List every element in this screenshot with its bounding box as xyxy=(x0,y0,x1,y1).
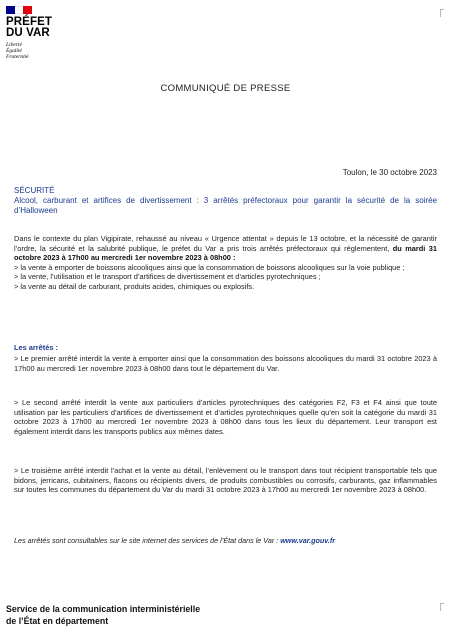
flag-red-stripe xyxy=(23,6,32,14)
headline: Alcool, carburant et artifices de divertissement : 3 arrêtés préfectoraux pour garantir la sécurité de la soirée d’Halloween xyxy=(14,196,437,215)
intro-text xyxy=(14,234,437,263)
intro-bullet-pyrotechnics: > la vente, l’utilisation et le transport d’artifices de divertissement et d’articles pyrotechniques ; xyxy=(14,272,321,282)
logo-title-line2: DU VAR xyxy=(6,27,50,39)
flag-white-stripe xyxy=(15,6,24,14)
footer-line-1: Service de la communication interministérielle xyxy=(6,604,201,614)
footer-service xyxy=(6,604,200,627)
intro-bullet-fuel: > la vente au détail de carburant, produits acides, chimiques ou explosifs. xyxy=(14,281,255,291)
motto-liberte: Liberté xyxy=(6,42,22,48)
note-text: Les arrêtés sont consultables sur le site internet des services de l’État dans le Var : xyxy=(14,536,281,545)
intro-bullet-alcohol: > la vente à emporter de boissons alcooliques ainsi que la consommation de boissons alcooliques sur la voie publique ; xyxy=(14,262,405,272)
motto-egalite: Égalité xyxy=(6,48,22,55)
website-link[interactable]: www.var.gouv.fr xyxy=(280,536,336,545)
document-type-title: COMMUNIQUÉ DE PRESSE xyxy=(160,83,291,94)
intro-colon: : xyxy=(230,253,236,263)
french-flag-icon xyxy=(6,6,32,14)
flag-blue-stripe xyxy=(6,6,15,14)
dateline: Toulon, le 30 octobre 2023 xyxy=(342,168,437,177)
prefet-du-var-logo xyxy=(6,6,66,61)
intro-period: du mardi 31 octobre 2023 à 17h00 au mercredi 1er novembre 2023 à 08h00 xyxy=(14,243,438,263)
motto-fraternite: Fraternité xyxy=(6,54,29,61)
intro-sentence: Dans le contexte du plan Vigipirate, rehaussé au niveau « Urgence attentat » depuis le 13 octobre, et la nécessité de garantir l’ordre, la sécurité et la salubrité publique, le préfet du Var a pris trois arrêtés préfectoraux qui réglementent, xyxy=(14,234,437,253)
footer-line-2: de l’État en département xyxy=(6,615,109,626)
crop-mark-top-right xyxy=(440,9,444,17)
arrete-item-3: > Le troisième arrêté interdit l’achat et la vente au détail, l’enlèvement ou le transport dans tout récipient transportable tels que bidons, jerricans, cubitainers, flacons ou récipients divers, de produits combustibles ou corrosifs, carburants, gaz inflammables sur toutes les communes du département du Var du mardi 31 octobre 2023 à 17h00 au mercredi 1er novembre 2023 à 08h00. xyxy=(14,466,437,495)
consultation-note xyxy=(14,536,437,545)
crop-mark-bottom-right xyxy=(440,603,444,611)
section-label: SÉCURITÉ xyxy=(14,186,55,195)
arretes-heading: Les arrêtés : xyxy=(14,343,58,352)
logo-title-line1: PRÉFET xyxy=(6,16,52,28)
logo-motto xyxy=(6,42,66,61)
intro-paragraph xyxy=(14,234,437,292)
arrete-item-2: > Le second arrêté interdit la vente aux particuliers d’articles pyrotechniques des catégories F2, F3 et F4 ainsi que toute utilisation par les particuliers d’artifices de divertissement et d’articles pyrotechniques quelle qu’en soit la catégorie du mardi 31 octobre 2023 à 17h00 au mercredi 1er novembre 2023 à 08h00 dans tous les lieux du département. Leur transport est également interdit dans les transports publics aux mêmes dates. xyxy=(14,398,437,436)
arrete-item-1: > Le premier arrêté interdit la vente à emporter ainsi que la consommation des boissons alcooliques du mardi 31 octobre 2023 à 17h00 au mercredi 1er novembre 2023 à 08h00 dans tout le département du Var. xyxy=(14,354,437,373)
